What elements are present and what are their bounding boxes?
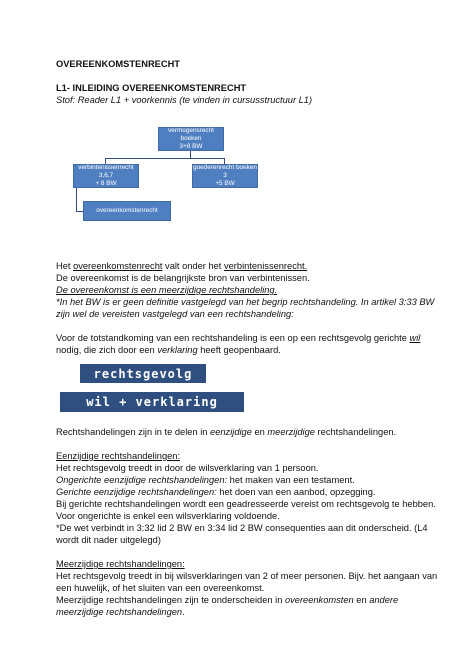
diagram-box-label: + 8 BW	[95, 180, 117, 187]
term-overeenkomstenrecht: overeenkomstenrecht	[73, 261, 163, 271]
banner-rechtsgevolg: rechtsgevolg	[80, 364, 206, 383]
text-run: Ongerichte eenzijdige rechtshandelingen:	[56, 475, 228, 485]
eenzijdige-line6: *De wet verbindt in 3:32 lid 2 BW en 3:34 lid 2 BW consequenties aan dit onderscheid. (L4	[56, 523, 428, 533]
connector-line	[76, 188, 77, 211]
connector-line	[105, 158, 225, 159]
text-run: het maken van een testament.	[227, 475, 355, 485]
term-meerzijdige: meerzijdige	[267, 427, 315, 437]
text-run: Rechtshandelingen zijn in te delen in	[56, 427, 211, 437]
term-verbintenissenrecht: verbintenissenrecht.	[223, 261, 308, 271]
text-run: het doen van een aanbod, opzegging.	[216, 487, 376, 497]
diagram-box-label: 3+8 BW	[179, 143, 203, 150]
text-run: rechtshandelingen.	[314, 427, 397, 437]
term-overeenkomsten: overeenkomsten	[284, 595, 354, 605]
text-run: heeft geopenbaard.	[197, 345, 281, 355]
meerzijdige-line3	[56, 594, 398, 606]
term-wil: wil	[409, 333, 421, 343]
para1-line1	[56, 260, 307, 272]
meerzijdige-line4	[56, 606, 185, 618]
term-verklaring: verklaring	[157, 345, 198, 355]
eenzijdige-line1: Het rechtsgevolg treedt in door de wilsverklaring van 1 persoon.	[56, 463, 319, 473]
text-run: valt onder het	[162, 261, 224, 271]
text-run: Gerichte eenzijdige rechtshandelingen:	[56, 487, 217, 497]
term-andere: andere	[369, 595, 399, 605]
meerzijdige-line2: een huwelijk, of het sluiten van een overeenkomst.	[56, 583, 265, 593]
diagram-box-label: vermogensrecht boeken	[168, 127, 214, 142]
text-run: nodig, die zich door een	[56, 345, 158, 355]
text-run: Voor de totstandkoming van een rechtshandeling is een op een rechtsgevolg gerichte	[56, 333, 410, 343]
para3-line	[56, 426, 396, 438]
eenzijdige-line2	[56, 474, 355, 486]
para1-line4: *In het BW is er geen definitie vastgelegd van het begrip rechtshandeling. In artikel 3:33 BW	[56, 297, 435, 307]
stof-line: Stof: Reader L1 + voorkennis (te vinden in cursusstructuur L1)	[56, 95, 313, 105]
meerzijdige-heading: Meerzijdige rechtshandelingen:	[56, 559, 185, 569]
connector-line	[76, 211, 83, 212]
text-run: en	[251, 427, 268, 437]
text-run: meerzijdige rechtshandelingen	[56, 607, 183, 617]
eenzijdige-line3	[56, 486, 375, 498]
diagram-box-label: overeenkomstenrecht	[96, 207, 158, 214]
term-eenzijdige: eenzijdige	[210, 427, 252, 437]
page-title: OVEREENKOMSTENRECHT	[56, 59, 180, 69]
diagram-box-label: verbintenissenrecht 3,6,7	[78, 164, 134, 179]
eenzijdige-line5: Voor ongerichte is enkel een wilsverklaring voldoende.	[56, 511, 280, 521]
diagram-box-vermogensrecht	[158, 127, 224, 151]
section-heading: L1- INLEIDING OVEREENKOMSTENRECHT	[56, 83, 247, 93]
para1-line5: zijn wel de vereisten vastgelegd van een rechtshandeling:	[56, 309, 294, 319]
text-run: Meerzijdige rechtshandelingen zijn te onderscheiden in	[56, 595, 285, 605]
diagram-box-label: goederenrecht boeken 3	[193, 164, 257, 179]
text-run: Het	[56, 261, 74, 271]
para1-line3: De overeenkomst is een meerzijdige rechtshandeling.	[56, 285, 278, 295]
diagram-box-goederenrecht	[192, 164, 258, 188]
meerzijdige-line1: Het rechtsgevolg treedt in bij wilsverklaringen van 2 of meer personen. Bijv. het aangaan van	[56, 571, 438, 581]
eenzijdige-line7: wordt dit nader uitgelegd)	[56, 535, 161, 545]
text-run: en	[353, 595, 370, 605]
para2-line2	[56, 344, 281, 356]
diagram-box-verbintenissenrecht	[73, 164, 139, 188]
para2-line1	[56, 332, 420, 344]
diagram-box-overeenkomstenrecht	[83, 201, 171, 221]
diagram-box-label: +5 BW	[215, 180, 235, 187]
eenzijdige-line4: Bij gerichte rechtshandelingen wordt een geadresseerde vereist om rechtsgevolg te hebben.	[56, 499, 436, 509]
eenzijdige-heading: Eenzijdige rechtshandelingen:	[56, 451, 181, 461]
text-run: .	[182, 607, 185, 617]
para1-line2: De overeenkomst is de belangrijkste bron van verbintenissen.	[56, 273, 310, 283]
banner-wil-verklaring: wil + verklaring	[60, 392, 244, 412]
